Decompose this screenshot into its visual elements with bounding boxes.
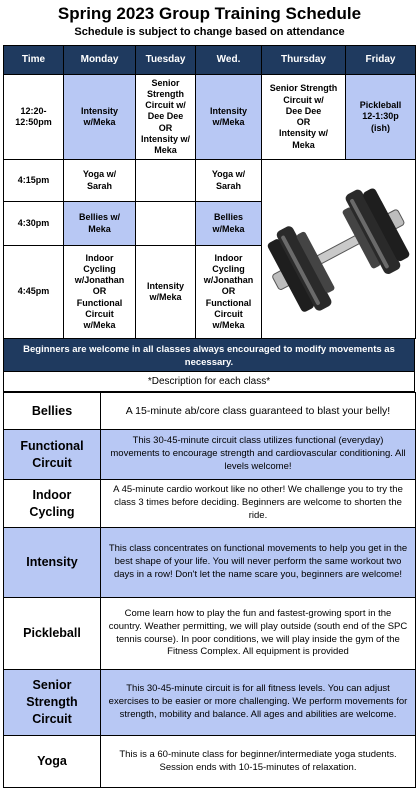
tuesday-cell: Intensity w/Meka [136,246,196,339]
class-description: A 45-minute cardio workout like no other! We challenge you to try the class 3 times before deciding. Beginners are welcome to shorten the ride. [101,480,416,528]
column-header-wednesday: Wed. [196,46,262,75]
description-header: *Description for each class* [3,372,415,392]
tuesday-cell: Senior Strength Circuit w/ Dee Dee OR Intensity w/ Meka [136,75,196,160]
column-header-thursday: Thursday [262,46,346,75]
time-cell: 12:20- 12:50pm [4,75,64,160]
class-name: Pickleball [4,598,101,670]
tuesday-cell [136,202,196,246]
monday-cell: Bellies w/ Meka [64,202,136,246]
column-header-time: Time [4,46,64,75]
monday-cell: Intensity w/Meka [64,75,136,160]
class-name: Functional Circuit [4,430,101,480]
class-name: Bellies [4,393,101,430]
column-header-friday: Friday [346,46,416,75]
page-subtitle: Schedule is subject to change based on attendance [74,26,345,38]
thursday-cell: Senior Strength Circuit w/ Dee Dee OR Intensity w/ Meka [262,75,346,160]
schedule-row-415 [4,160,416,202]
dumbbell-illustration [262,160,416,339]
class-description: A 15-minute ab/core class guaranteed to blast your belly! [101,393,416,430]
monday-cell: Indoor Cycling w/Jonathan OR Functional Circuit w/Meka [64,246,136,339]
class-description: This is a 60-minute class for beginner/intermediate yoga students. Session ends with 10-15-minutes of relaxation. [101,736,416,788]
class-name: Yoga [4,736,101,788]
class-description-table [3,392,416,788]
friday-cell: Pickleball 12-1:30p (ish) [346,75,416,160]
wednesday-cell: Bellies w/Meka [196,202,262,246]
column-header-monday: Monday [64,46,136,75]
schedule-header-row [4,46,416,75]
class-name: Intensity [4,528,101,598]
time-cell: 4:15pm [4,160,64,202]
class-row-bellies [4,393,416,430]
class-name: Senior Strength Circuit [4,670,101,736]
class-row-indoor-cycling [4,480,416,528]
class-name: Indoor Cycling [4,480,101,528]
class-row-pickleball [4,598,416,670]
class-row-functional-circuit [4,430,416,480]
wednesday-cell: Intensity w/Meka [196,75,262,160]
time-cell: 4:30pm [4,202,64,246]
wednesday-cell: Indoor Cycling w/Jonathan OR Functional Circuit w/Meka [196,246,262,339]
class-row-intensity [4,528,416,598]
class-description: This class concentrates on functional movements to help you get in the best shape of your life. You will never perform the same workout two days in a row! Don't let the name scare you, beginners are welcome! [101,528,416,598]
beginners-banner: Beginners are welcome in all classes always encouraged to modify movements as necessary. [3,338,415,372]
dumbbell-icon [264,161,414,333]
class-description: This 30-45-minute circuit class utilizes functional (everyday) movements to encourage strength and cardiovascular conditioning. All levels welcome! [101,430,416,480]
monday-cell: Yoga w/ Sarah [64,160,136,202]
class-description: Come learn how to play the fun and fastest-growing sport in the country. Weather permitting, we will play outside (south end of the SPC tennis course). In poor conditions, we will play inside the gym of the Fitness Complex. All equipment is provided [101,598,416,670]
class-row-yoga [4,736,416,788]
time-cell: 4:45pm [4,246,64,339]
class-row-senior-strength-circuit [4,670,416,736]
schedule-row-1220 [4,75,416,160]
tuesday-cell [136,160,196,202]
column-header-tuesday: Tuesday [136,46,196,75]
schedule-table [3,45,416,339]
wednesday-cell: Yoga w/ Sarah [196,160,262,202]
class-description: This 30-45-minute circuit is for all fitness levels. You can adjust exercises to be easier or more challenging. We perform movements for strength, mobility and balance. All ages and abilities are welcome. [101,670,416,736]
page-title: Spring 2023 Group Training Schedule [57,4,362,23]
